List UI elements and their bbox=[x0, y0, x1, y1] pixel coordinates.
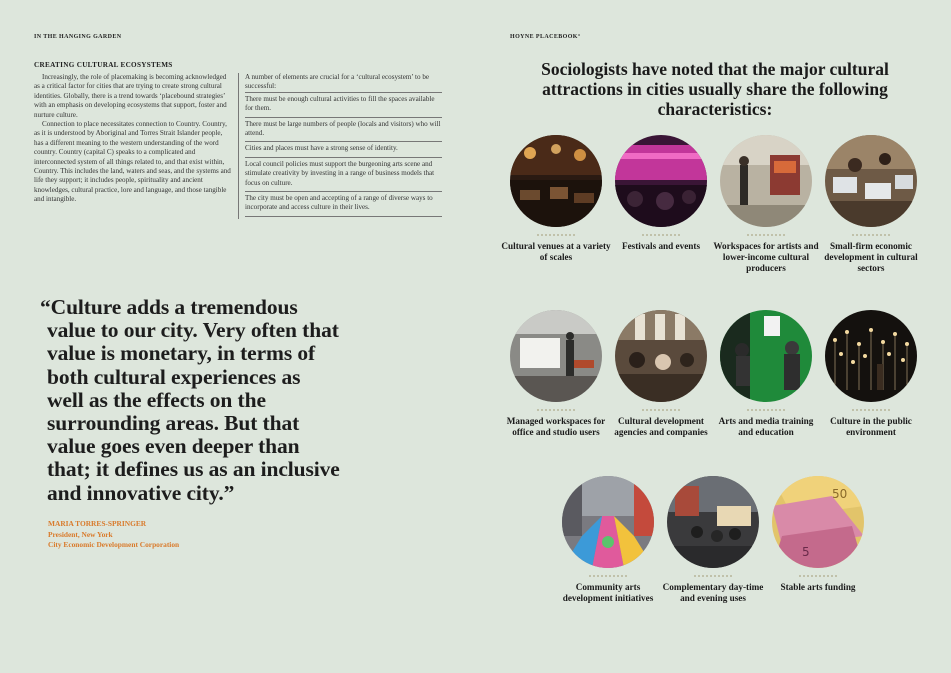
element-item: Cities and places must have a strong sense of identity. bbox=[245, 141, 442, 156]
quote-line: value is monetary, in terms of bbox=[47, 341, 316, 366]
quote-line: value goes even deeper than bbox=[47, 434, 300, 459]
running-head-left: IN THE HANGING GARDEN bbox=[34, 34, 122, 40]
managed-workspace-photo-icon bbox=[510, 310, 602, 402]
running-head-right: HOYNE PLACEBOOK° bbox=[510, 34, 581, 40]
characteristic-card bbox=[658, 476, 768, 604]
divider-dots bbox=[798, 575, 838, 577]
characteristic-card bbox=[816, 310, 926, 438]
arts-funding-photo-icon bbox=[772, 476, 864, 568]
day-evening-photo-icon bbox=[667, 476, 759, 568]
characteristic-card bbox=[553, 476, 663, 604]
festival-photo-icon bbox=[615, 135, 707, 227]
venue-photo-icon bbox=[510, 135, 602, 227]
divider-dots bbox=[746, 234, 786, 236]
elements-list bbox=[245, 73, 442, 217]
intro-paragraph: Increasingly, the role of placemaking is becoming acknowledged as a critical factor for cities that are trying to create strong cultural identities. Globally, there is a trend towards ‘placebound strategies’ with an emphasis on developing ecosystems that support, foster and nurture culture. bbox=[34, 73, 227, 119]
small-firm-photo-icon bbox=[825, 135, 917, 227]
element-item: There must be enough cultural activities to fill the spaces available for them. bbox=[245, 92, 442, 117]
elements-intro: A number of elements are crucial for a ‘cultural ecosystem’ to be successful: bbox=[245, 73, 430, 91]
quote-role: President, New York bbox=[48, 529, 113, 539]
characteristic-caption: Community arts development initiatives bbox=[562, 582, 654, 604]
element-item: The city must be open and accepting of a range of diverse ways to incorporate and access culture in their lives. bbox=[245, 191, 442, 217]
divider-dots bbox=[588, 575, 628, 577]
divider-dots bbox=[746, 409, 786, 411]
quote-line: well as the effects on the bbox=[47, 387, 266, 412]
pull-quote bbox=[40, 296, 385, 505]
community-arts-photo-icon bbox=[562, 476, 654, 568]
quote-attribution bbox=[48, 519, 179, 551]
divider-dots bbox=[536, 409, 576, 411]
characteristic-card bbox=[501, 310, 611, 438]
section-title: CREATING CULTURAL ECOSYSTEMS bbox=[34, 61, 173, 69]
characteristic-caption: Cultural development agencies and companies bbox=[614, 416, 708, 438]
characteristic-caption: Stable arts funding bbox=[780, 582, 856, 592]
characteristic-caption: Small-firm economic development in cultural sectors bbox=[824, 241, 918, 274]
characteristic-card bbox=[711, 135, 821, 275]
characteristic-caption: Managed workspaces for office and studio users bbox=[506, 416, 606, 438]
quote-line: both cultural experiences as bbox=[47, 364, 301, 389]
divider-dots bbox=[536, 234, 576, 236]
divider-dots bbox=[851, 234, 891, 236]
quote-org: City Economic Development Corporation bbox=[48, 540, 180, 549]
divider-dots bbox=[641, 234, 681, 236]
characteristic-caption: Cultural venues at a variety of scales bbox=[501, 241, 611, 263]
characteristic-card bbox=[711, 310, 821, 438]
divider-dots bbox=[851, 409, 891, 411]
agency-photo-icon bbox=[615, 310, 707, 402]
divider-dots bbox=[641, 409, 681, 411]
public-culture-photo-icon bbox=[825, 310, 917, 402]
element-item: There must be large numbers of people (locals and visitors) who will attend. bbox=[245, 117, 442, 142]
characteristic-caption: Workspaces for artists and lower-income cultural producers bbox=[713, 241, 819, 274]
divider-dots bbox=[693, 575, 733, 577]
quote-line: “Culture adds a tremendous bbox=[40, 295, 298, 319]
characteristic-card bbox=[606, 310, 716, 438]
characteristic-caption: Culture in the public environment bbox=[830, 416, 912, 438]
media-training-photo-icon bbox=[720, 310, 812, 402]
intro-text bbox=[34, 73, 232, 205]
characteristic-caption: Complementary day-time and evening uses bbox=[662, 582, 764, 604]
characteristic-card bbox=[501, 135, 611, 263]
characteristic-card bbox=[763, 476, 873, 593]
quote-author: MARIA TORRES-SPRINGER bbox=[48, 519, 147, 528]
svg-text:50: 50 bbox=[832, 487, 848, 501]
quote-line: and innovative city.” bbox=[47, 480, 235, 505]
characteristic-caption: Arts and media training and education bbox=[718, 416, 814, 438]
quote-line: that; it defines us as an inclusive bbox=[47, 457, 340, 482]
characteristic-card bbox=[816, 135, 926, 275]
intro-paragraph: Connection to place necessitates connection to Country. Country, as it is understood by Aboriginal and Torres Strait Islander people, has a different meaning to the western understanding of the word country. Country (capital C) speaks to a complicated and interconnected system of all things related to, and that exist within, Country. This includes the land, waters and seas, and the systems and life they support; it includes people, spirituality and ancient knowledges, cultural practice, lore and language, and those tangible and intangible. bbox=[34, 120, 231, 204]
svg-text:5: 5 bbox=[802, 545, 810, 559]
characteristics-heading: Sociologists have noted that the major cultural attractions in cities usually share the following characteristics: bbox=[541, 59, 889, 119]
element-item: Local council policies must support the burgeoning arts scene and stimulate creativity by investing in a range of business models that focus on culture. bbox=[245, 157, 442, 191]
column-divider bbox=[238, 73, 239, 219]
quote-line: surrounding areas. But that bbox=[47, 411, 300, 436]
quote-line: value to our city. Very often that bbox=[47, 318, 339, 343]
characteristic-card bbox=[606, 135, 716, 252]
artist-workspace-photo-icon bbox=[720, 135, 812, 227]
characteristic-caption: Festivals and events bbox=[621, 241, 701, 251]
